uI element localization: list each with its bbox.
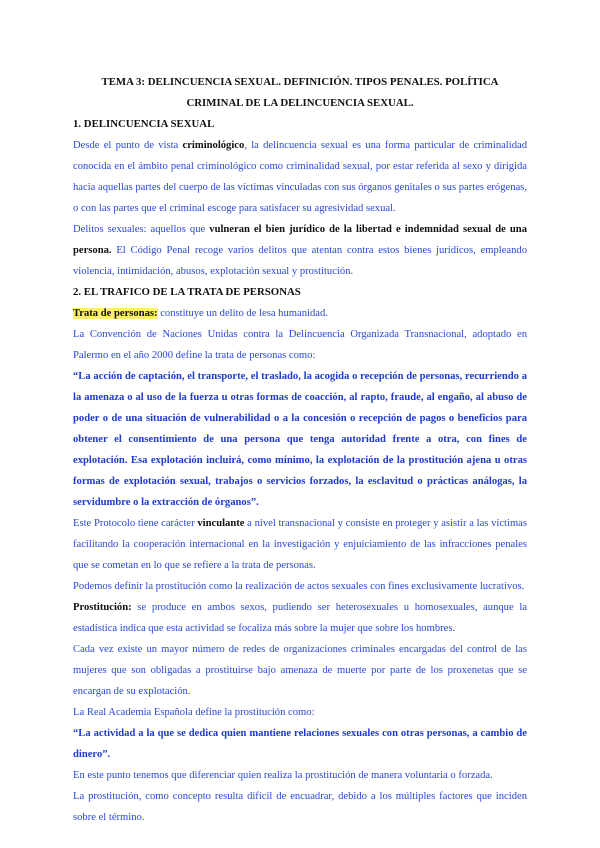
section-2-paragraph-7: La Real Academia Española define la prostitución como: (73, 707, 315, 718)
section-2-paragraph-2: La Convención de Naciones Unidas contra la Delincuencia Organizada Transnacional, adoptado en Palermo en el año 2000 define la trata de personas como: (73, 329, 527, 361)
text-run: se produce en ambos sexos, pudiendo ser heterosexuales u homosexuales, aunque la estadística indica que esta actividad se focaliza más sobre la mujer que sobre los hombres. (73, 602, 527, 634)
section-1-paragraph-2 (73, 219, 527, 282)
highlighted-term: Trata de personas: (73, 308, 158, 319)
section-2-paragraph-5 (73, 597, 527, 639)
text-run: Este Protocolo tiene carácter (73, 518, 198, 529)
section-2-paragraph-8: En este punto tenemos que diferenciar quien realiza la prostitución de manera voluntaria o forzada. (73, 770, 493, 781)
text-run: El Código Penal recoge varios delitos que atentan contra estos bienes jurídicos, empleando violencia, intimidación, abusos, explotación sexual y prostitución. (73, 245, 527, 277)
bold-term: vinculante (197, 518, 245, 529)
bold-term: Prostitución: (73, 602, 132, 613)
section-2-paragraph-9: La prostitución, como concepto resulta difícil de encuadrar, debido a los múltiples factores que inciden sobre el término. (73, 791, 527, 823)
section-2-quote-1: “La acción de captación, el transporte, el traslado, la acogida o recepción de personas, recurriendo a la amenaza o al uso de la fuerza u otras formas de coacción, al rapto, fraude, al engaño, al abuso de poder o de una situación de vulnerabilidad o a la concesión o recepción de pagos o beneficios para obtener el consentimiento de una persona que tenga autoridad frente a otra, con fines de explotación. Esa explotación incluirá, como mínimo, la explotación de la prostitución ajena u otras formas de explotación sexual, trabajos o servicios forzados, la esclavitud o prácticas análogas, la servidumbre o la extracción de órganos”. (73, 371, 527, 508)
section-2-paragraph-6: Cada vez existe un mayor número de redes de organizaciones criminales encargadas del control de las mujeres que son obligadas a prostituirse bajo amenaza de muerte por parte de los proxenetas que se encargan de su explotación. (73, 644, 527, 697)
text-run: Desde el punto de vista (73, 140, 183, 151)
section-2-heading: 2. EL TRAFICO DE LA TRATA DE PERSONAS (73, 286, 301, 298)
section-2-quote-2: “La actividad a la que se dedica quien mantiene relaciones sexuales con otras personas, a cambio de dinero”. (73, 728, 527, 760)
bold-term: criminológico (182, 140, 245, 151)
text-run: a nivel transnacional y consiste en proteger y asistir a las víctimas facilitando la cooperación internacional en la investigación y enjuiciamiento de las infracciones penales que se cometan en lo que se refiere a la trata de personas. (73, 518, 528, 571)
section-2-paragraph-1 (73, 303, 527, 324)
document-page (73, 72, 527, 828)
text-run: , la delincuencia sexual es una forma particular de criminalidad conocida en el ámbito penal criminológico como criminalidad sexual, por estar referida al sexo y dirigida hacia aquellas partes del cuerpo de las víctimas vinculadas con sus órganos genitales o sus partes erógenas, o con las partes que el criminal escoge para satisfacer su agresividad sexual. (73, 140, 527, 214)
section-1-paragraph-1 (73, 135, 527, 219)
document-title (73, 72, 527, 114)
section-2-paragraph-4: Podemos definir la prostitución como la realización de actos sexuales con fines exclusivamente lucrativos. (73, 581, 525, 592)
title-line-1: TEMA 3: DELINCUENCIA SEXUAL. DEFINICIÓN. TIPOS PENALES. POLÍTICA (101, 76, 499, 88)
title-line-2: CRIMINAL DE LA DELINCUENCIA SEXUAL. (186, 97, 414, 109)
bold-term: vulneran el bien jurídico de la libertad e indemnidad sexual de una persona. (73, 224, 527, 256)
section-1-heading: 1. DELINCUENCIA SEXUAL (73, 118, 215, 130)
text-run: Delitos sexuales: aquellos que (73, 224, 210, 235)
section-2-paragraph-3 (73, 513, 527, 576)
text-run: constituye un delito de lesa humanidad. (157, 308, 328, 319)
